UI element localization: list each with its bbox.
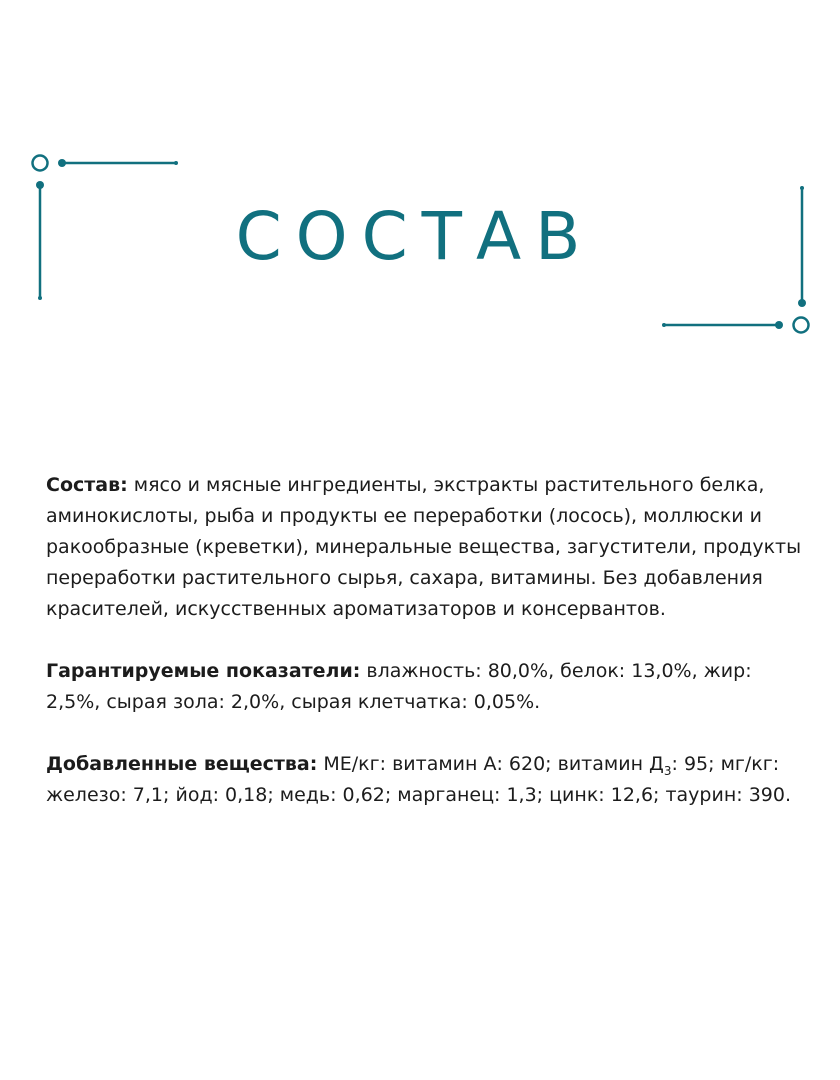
additives-paragraph	[46, 749, 802, 811]
additives-text-after: : 95; мг/кг: железо: 7,1; йод: 0,18; медь: 0,62; марганец: 1,3; цинк: 12,6; таурин: 390.	[46, 753, 792, 806]
guaranteed-text: влажность: 80,0%, белок: 13,0%, жир: 2,5%, сырая зола: 2,0%, сырая клетчатка: 0,05%.	[46, 660, 752, 713]
vitamin-d-subscript: 3	[663, 764, 672, 778]
additives-label: Добавленные вещества:	[46, 753, 318, 775]
product-info	[46, 470, 802, 842]
additives-text-before: МЕ/кг: витамин А: 620; витамин Д	[317, 753, 664, 775]
composition-label: Состав:	[46, 474, 128, 496]
page-title: СОСТАВ	[235, 198, 595, 275]
composition-paragraph	[46, 470, 802, 625]
guaranteed-paragraph	[46, 656, 802, 718]
guaranteed-label: Гарантируемые показатели:	[46, 660, 361, 682]
composition-text: мясо и мясные ингредиенты, экстракты растительного белка, аминокислоты, рыба и продукты ее переработки (лосось), моллюски и ракообразные (креветки), минеральные вещества, загустители, продукты переработки растительного сырья, сахара, витамины. Без добавления красителей, искусственных ароматизаторов и консервантов.	[46, 474, 802, 620]
